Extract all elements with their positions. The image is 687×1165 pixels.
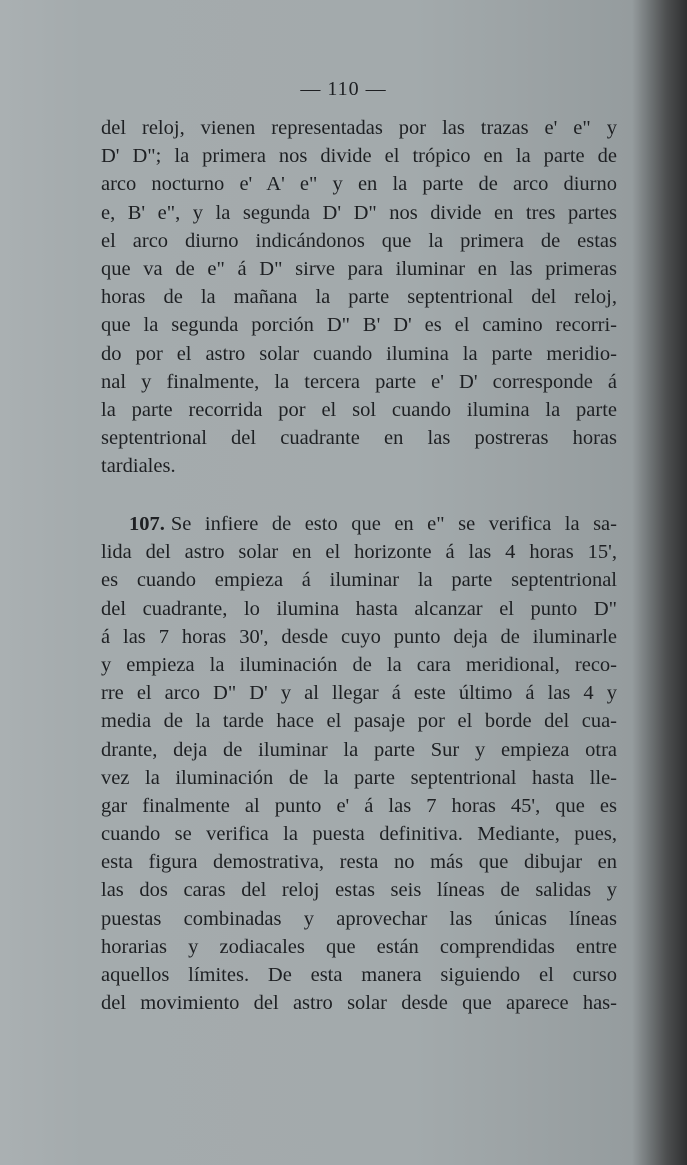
text-line: á las 7 horas 30', desde cuyo punto deja de iluminarle bbox=[101, 625, 617, 648]
paragraph-number: 107. bbox=[129, 513, 165, 535]
text-line: del reloj, vienen representadas por las trazas e' e" y bbox=[101, 117, 617, 139]
text-line: es cuando empieza á iluminar la parte septentrional bbox=[101, 569, 617, 592]
paragraph-first-line bbox=[101, 510, 617, 538]
text-line: las dos caras del reloj estas seis líneas de salidas y bbox=[101, 879, 617, 902]
text-line: horarias y zodiacales que están comprendidas entre bbox=[101, 935, 617, 958]
text-line: del cuadrante, lo ilumina hasta alcanzar el punto D" bbox=[101, 597, 617, 620]
text-line: arco nocturno e' A' e" y en la parte de arco diurno bbox=[101, 173, 617, 196]
text-line: cuando se verifica la puesta definitiva. Mediante, pues, bbox=[101, 823, 617, 846]
paragraph-continued bbox=[101, 114, 617, 480]
text-line: la parte recorrida por el sol cuando ilumina la parte bbox=[101, 398, 617, 421]
page-number: — 110 — bbox=[300, 78, 387, 100]
text-line: D' D"; la primera nos divide el trópico en la parte de bbox=[101, 145, 617, 168]
text-line: Se infiere de esto que en e" se verifica la sa- bbox=[170, 513, 617, 535]
text-line: media de la tarde hace el pasaje por el borde del cua- bbox=[101, 710, 617, 733]
text-line: lida del astro solar en el horizonte á las 4 horas 15', bbox=[101, 541, 617, 564]
text-line: rre el arco D" D' y al llegar á este último á las 4 y bbox=[101, 682, 617, 705]
text-line: del movimiento del astro solar desde que aparece has- bbox=[101, 992, 617, 1015]
text-line: tardiales. bbox=[101, 455, 176, 478]
text-line: que va de e" á D" sirve para iluminar en las primeras bbox=[101, 257, 617, 280]
text-line: drante, deja de iluminar la parte Sur y empieza otra bbox=[101, 738, 617, 761]
text-line: septentrional del cuadrante en las postreras horas bbox=[101, 427, 617, 450]
text-line: y empieza la iluminación de la cara meridional, reco- bbox=[101, 653, 617, 676]
paragraph-107 bbox=[101, 510, 617, 1017]
text-line: aquellos límites. De esta manera siguiendo el curso bbox=[101, 964, 617, 986]
text-line: gar finalmente al punto e' á las 7 horas 45', que es bbox=[101, 794, 617, 817]
text-line: horas de la mañana la parte septentrional del reloj, bbox=[101, 286, 617, 309]
text-line: do por el astro solar cuando ilumina la parte meridio- bbox=[101, 342, 617, 365]
text-line: que la segunda porción D" B' D' es el camino recorri- bbox=[101, 314, 617, 337]
text-line: e, B' e", y la segunda D' D" nos divide en tres partes bbox=[101, 201, 617, 224]
text-line: vez la iluminación de la parte septentrional hasta lle- bbox=[101, 766, 617, 789]
text-line: puestas combinadas y aprovechar las únicas líneas bbox=[101, 907, 617, 930]
text-line: esta figura demostrativa, resta no más que dibujar en bbox=[101, 851, 617, 874]
text-line: el arco diurno indicándonos que la primera de estas bbox=[101, 229, 617, 252]
text-line: nal y finalmente, la tercera parte e' D' corresponde á bbox=[101, 370, 617, 393]
